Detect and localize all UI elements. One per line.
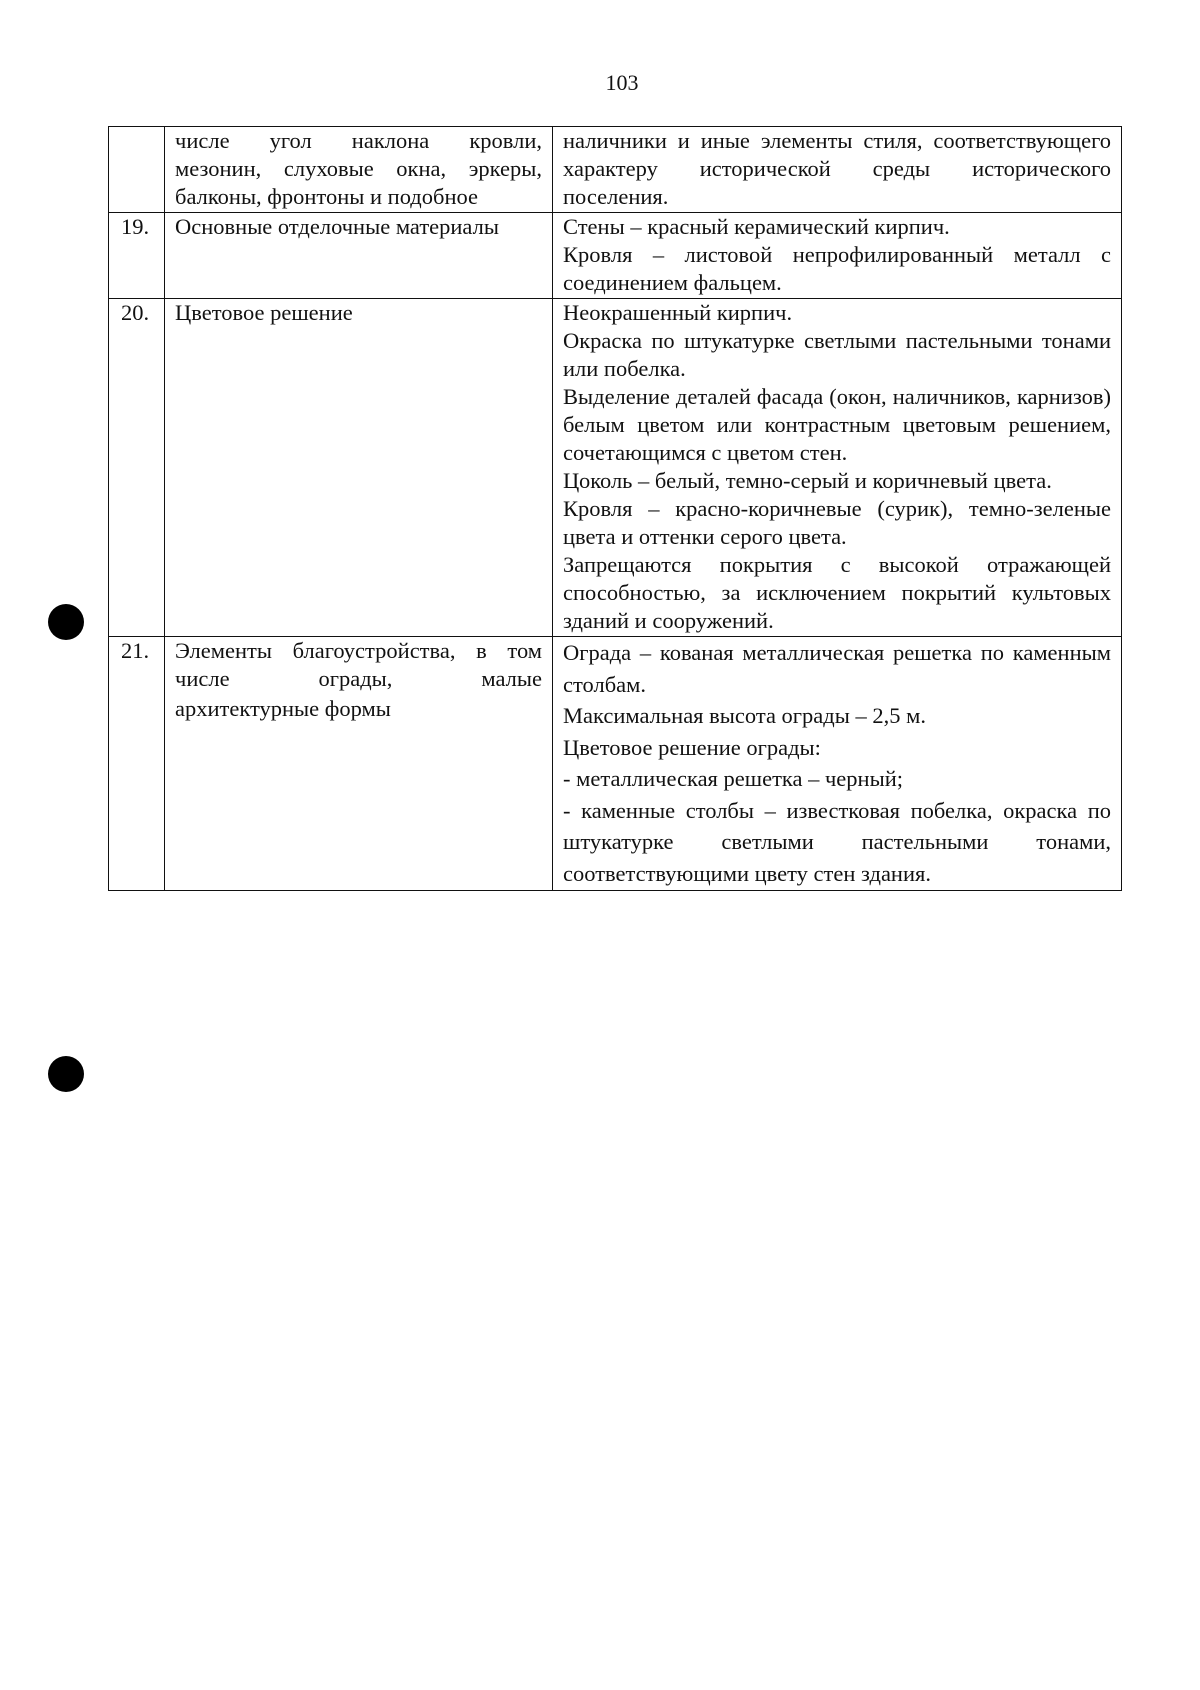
- punch-hole: [48, 604, 84, 640]
- table-row: [109, 637, 1122, 891]
- parameter-cell: [165, 637, 553, 891]
- parameter-cell: [165, 213, 553, 299]
- requirement-paragraph: - каменные столбы – известковая побелка, окраска по штукатурке светлыми пастельными тонами, соответствующими цвету стен здания.: [563, 797, 1111, 886]
- page-number: 103: [605, 70, 639, 95]
- requirement-paragraph: Стены – красный керамический кирпич.: [563, 214, 950, 239]
- parameter-line: Элементы благоустройства, в том: [175, 638, 542, 663]
- requirement-paragraph: Кровля – красно-коричневые (сурик), темно-зеленые цвета и оттенки серого цвета.: [563, 496, 1111, 549]
- requirement-paragraph: наличники и иные элементы стиля, соответствующего характеру исторической среды исторического поселения.: [563, 128, 1111, 209]
- row-number: 21.: [109, 637, 165, 891]
- parameter-line: архитектурные формы: [175, 696, 391, 721]
- requirement-paragraph: Цветовое решение ограды:: [563, 734, 821, 760]
- parameter-line: Основные отделочные материалы: [175, 214, 499, 239]
- requirement-cell: [553, 299, 1122, 637]
- parameter-line: балконы, фронтоны и подобное: [175, 184, 479, 209]
- row-number: 19.: [109, 213, 165, 299]
- row-number: [109, 127, 165, 213]
- requirement-paragraph: - металлическая решетка – черный;: [563, 766, 903, 791]
- requirement-paragraph: Максимальная высота ограды – 2,5 м.: [563, 703, 926, 728]
- table-row: [109, 213, 1122, 299]
- requirement-cell: [553, 127, 1122, 213]
- parameter-cell: [165, 299, 553, 637]
- table-row: [109, 299, 1122, 637]
- requirement-paragraph: Окраска по штукатурке светлыми пастельными тонами или побелка.: [563, 328, 1111, 381]
- parameter-line: числе угол наклона кровли,: [175, 128, 542, 153]
- requirement-paragraph: Кровля – листовой непрофилированный металл с соединением фальцем.: [563, 242, 1111, 295]
- punch-hole: [48, 1056, 84, 1092]
- parameter-line: числе ограды, малые: [175, 666, 542, 691]
- requirement-paragraph: Ограда – кованая металлическая решетка по каменным столбам.: [563, 640, 1111, 697]
- requirement-paragraph: Цоколь – белый, темно-серый и коричневый цвета.: [563, 468, 1052, 493]
- parameter-line: мезонин, слуховые окна, эркеры,: [175, 156, 542, 181]
- requirement-paragraph: Неокрашенный кирпич.: [563, 300, 793, 325]
- parameter-cell: [165, 127, 553, 213]
- table-row: [109, 127, 1122, 213]
- requirements-table: [108, 126, 1122, 891]
- requirement-paragraph: Выделение деталей фасада (окон, наличников, карнизов) белым цветом или контрастным цветовым решением, сочетающимся с цветом стен.: [563, 384, 1111, 465]
- requirement-cell: [553, 637, 1122, 891]
- requirement-paragraph: Запрещаются покрытия с высокой отражающей способностью, за исключением покрытий культовых зданий и сооружений.: [563, 552, 1111, 633]
- row-number: 20.: [109, 299, 165, 637]
- parameter-line: Цветовое решение: [175, 300, 353, 325]
- requirement-cell: [553, 213, 1122, 299]
